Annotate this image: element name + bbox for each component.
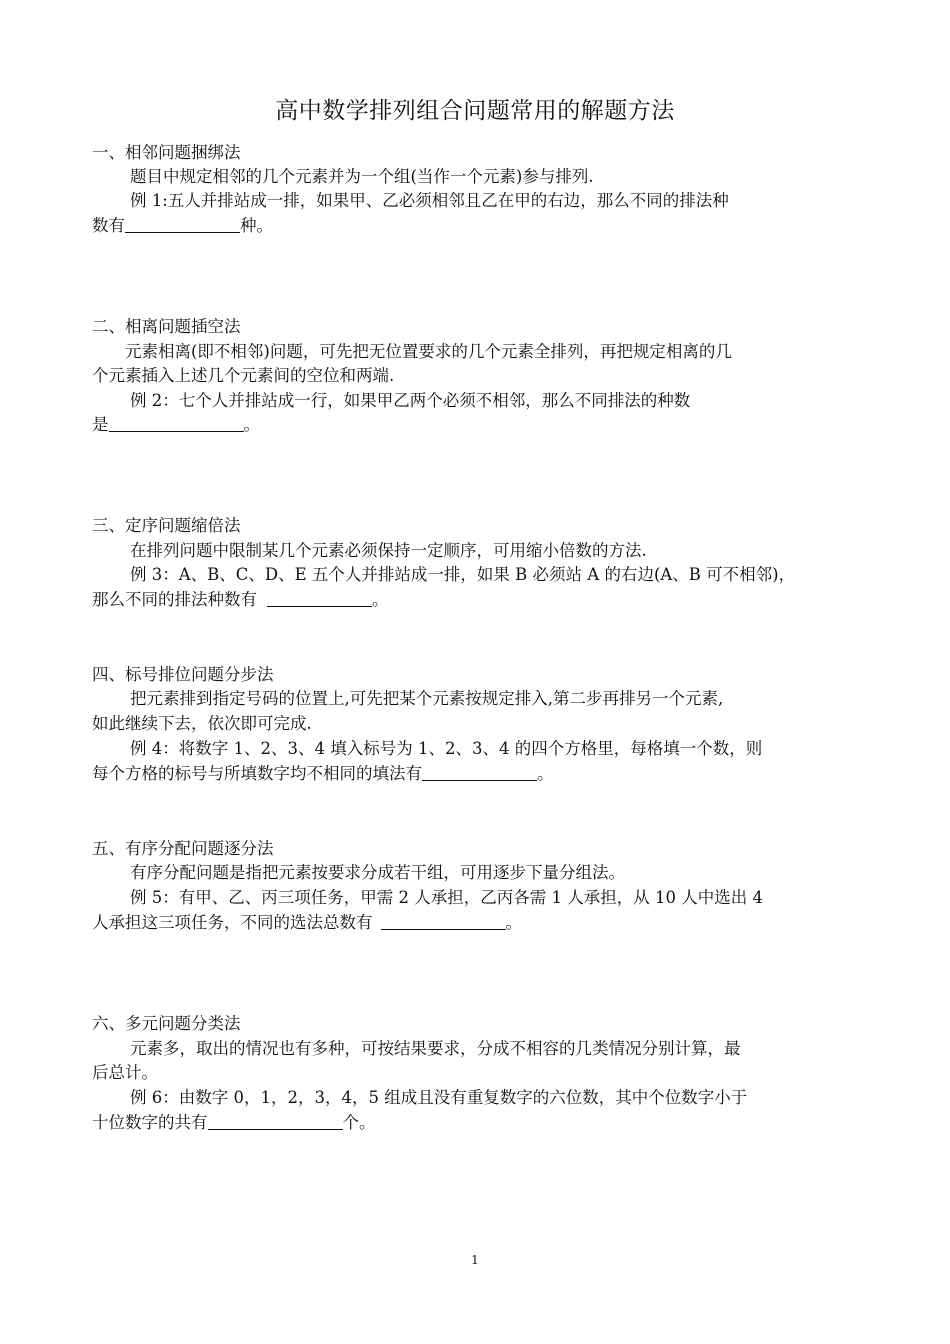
section-1-heading: 一、相邻问题捆绑法 (92, 143, 241, 162)
answer-blank-1[interactable] (125, 216, 240, 233)
page-title: 高中数学排列组合问题常用的解题方法 (275, 98, 675, 124)
section-3-example-line1: 例 3：A、B、C、D、E 五个人并排站成一排，如果 B 必须站 A 的右边(A、B 可不相邻)， (130, 565, 796, 584)
section-3-example-prefix: 那么不同的排法种数有 (92, 590, 257, 609)
section-6-example-prefix: 十位数字的共有 (92, 1113, 208, 1132)
answer-blank-4[interactable] (422, 764, 537, 781)
section-1-rule: 题目中规定相邻的几个元素并为一个组(当作一个元素)参与排列. (130, 167, 594, 186)
page-number: 1 (471, 1253, 479, 1267)
section-2-rule-line1: 元素相离(即不相邻)问题，可先把无位置要求的几个元素全排列，再把规定相离的几 (125, 342, 732, 361)
section-5-rule: 有序分配问题是指把元素按要求分成若干组，可用逐步下量分组法。 (130, 863, 625, 882)
answer-blank-6[interactable] (208, 1113, 343, 1130)
section-2-example-line1: 例 2：七个人并排站成一行，如果甲乙两个必须不相邻，那么不同排法的种数 (130, 391, 691, 410)
section-3-example-line2 (92, 589, 832, 611)
section-5-example-line1: 例 5：有甲、乙、丙三项任务，甲需 2 人承担，乙丙各需 1 人承担，从 10 人中选出 4 (130, 888, 763, 907)
section-2-example-prefix: 是 (92, 415, 109, 434)
section-5-example-line2 (92, 912, 832, 934)
section-2-example-line2 (92, 414, 832, 436)
section-6-example-suffix: 个。 (342, 1113, 376, 1132)
section-3-heading: 三、定序问题缩倍法 (92, 516, 241, 535)
section-5-example-suffix: 。 (505, 913, 522, 932)
section-3-rule: 在排列问题中限制某几个元素必须保持一定顺序，可用缩小倍数的方法. (130, 541, 647, 560)
section-1-example-line1: 例 1:五人并排站成一排，如果甲、乙必须相邻且乙在甲的右边，那么不同的排法种 (130, 191, 729, 210)
section-4-heading: 四、标号排位问题分步法 (92, 665, 274, 684)
section-6-example-line1: 例 6：由数字 0，1，2，3，4，5 组成且没有重复数字的六位数，其中个位数字小于 (130, 1088, 748, 1107)
section-6-example-line2 (92, 1112, 832, 1134)
section-1-example-prefix: 数有 (92, 216, 125, 235)
section-2-rule-line2: 个元素插入上述几个元素间的空位和两端. (92, 366, 395, 385)
section-4-example-line1: 例 4：将数字 1、2、3、4 填入标号为 1、2、3、4 的四个方格里，每格填一个数，则 (130, 739, 763, 758)
section-5-heading: 五、有序分配问题逐分法 (92, 839, 274, 858)
section-4-rule-line2: 如此继续下去，依次即可完成. (92, 714, 312, 733)
section-2-heading: 二、相离问题插空法 (92, 317, 241, 336)
section-1-example-suffix: 种。 (240, 216, 273, 235)
section-6-rule-line2: 后总计。 (92, 1063, 158, 1082)
section-5-example-prefix: 人承担这三项任务，不同的选法总数有 (92, 913, 373, 932)
section-2-example-suffix: 。 (243, 415, 260, 434)
section-6-rule-line1: 元素多，取出的情况也有多种，可按结果要求，分成不相容的几类情况分别计算，最 (130, 1039, 741, 1058)
section-4-example-suffix: 。 (537, 764, 554, 783)
section-4-example-line2 (92, 763, 832, 785)
answer-blank-5[interactable] (381, 913, 506, 930)
section-3-example-suffix: 。 (372, 590, 389, 609)
section-1-example-line2 (92, 215, 832, 237)
answer-blank-2[interactable] (109, 415, 244, 432)
section-4-example-prefix: 每个方格的标号与所填数字均不相同的填法有 (92, 764, 422, 783)
section-4-rule-line1: 把元素排到指定号码的位置上,可先把某个元素按规定排入,第二步再排另一个元素, (130, 689, 724, 708)
answer-blank-3[interactable] (267, 590, 372, 607)
section-6-heading: 六、多元问题分类法 (92, 1014, 241, 1033)
